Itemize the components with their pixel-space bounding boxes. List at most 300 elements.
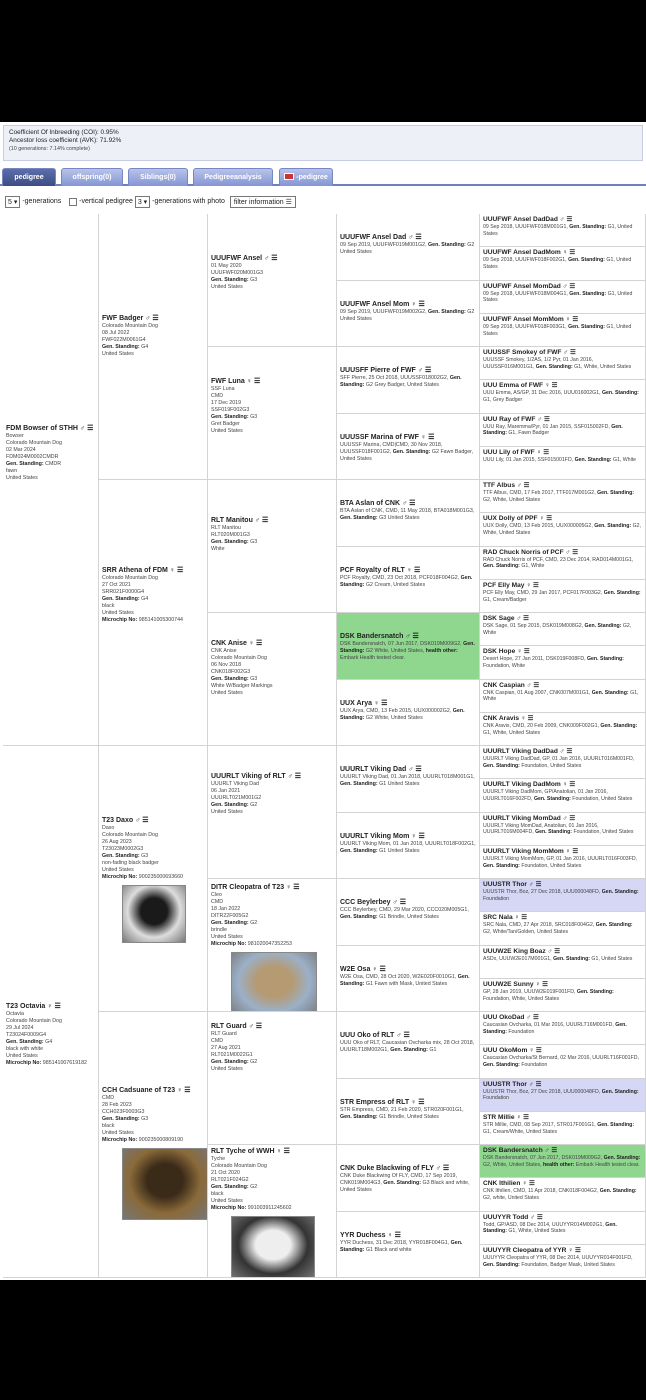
gen-standing-value: G1,	[612, 456, 622, 463]
dog-name-link[interactable]: UUUSTR Thor ♂ ☰	[483, 1080, 542, 1088]
dog-summary-tail: United States	[483, 257, 632, 271]
gen-standing-label: Gen. Standing:	[340, 1113, 378, 1120]
dog-name-link[interactable]: PCF Elly May ♀ ☰	[483, 581, 539, 589]
dog-name-link[interactable]: UUX Dolly of PPF ♀ ☰	[483, 515, 553, 523]
gen-standing-value: G4	[141, 344, 149, 350]
dog-summary	[483, 856, 642, 869]
dog-name-link[interactable]: PCF Royalty of RLT ♀ ☰	[340, 566, 421, 574]
gen-standing-label: Gen. Standing:	[211, 920, 249, 926]
dog-name-link[interactable]: CNK Ithilien ♀ ☰	[483, 1180, 535, 1188]
dog-info-line: 21 Oct 2020	[211, 1170, 240, 1176]
pedigree-cell-compact	[337, 879, 480, 946]
gen-standing-value: G4	[45, 1039, 53, 1045]
dog-info-line: Octavia	[6, 1011, 24, 1017]
tab-pedigree-label: pedigree	[14, 174, 44, 181]
dog-info-line: RLT Guard	[211, 1031, 237, 1037]
dog-name-link[interactable]: UUUFWF Ansel MomDad ♂ ☰	[483, 282, 576, 290]
pedigree-cell-compact	[480, 912, 646, 945]
dog-summary-text: Desert Hope, 27 Jan 2011, DSK019F008FD,	[483, 656, 586, 663]
dog-summary-tail: Badger Mask, United States	[550, 1261, 615, 1268]
gen-standing-value: G1,	[508, 430, 517, 437]
dog-summary	[483, 656, 642, 669]
dog-summary	[340, 1107, 476, 1121]
dog-summary-text: UUUSTR Thor, Boz, 27 Dec 2018, UUU000048FD,	[483, 1088, 601, 1095]
pedigree-cell-fwf_luna	[208, 347, 337, 480]
dog-summary-tail: white, United States	[492, 1195, 539, 1202]
gen-standing	[102, 596, 204, 603]
dog-info-line: United States	[211, 934, 243, 940]
tab-photo-pedigree[interactable]	[279, 168, 333, 186]
dog-info-line: black	[102, 1123, 115, 1129]
dog-name-link[interactable]: CCH Cadsuane of T23 ♀ ☰	[102, 1087, 191, 1094]
dog-name-link[interactable]: UUUYYR Cleopatra of YYR ♀ ☰	[483, 1246, 581, 1254]
coi-line: Coefficient Of Inbreeding (COI): 0.95%	[9, 129, 119, 136]
dog-info-line: CMD	[211, 899, 224, 905]
pedigree-cell-compact	[337, 1079, 480, 1146]
dog-summary	[483, 457, 642, 464]
dog-summary-tail: United States	[602, 829, 634, 836]
dog-summary	[483, 1222, 642, 1235]
gen-standing-label: Gen. Standing:	[591, 689, 629, 696]
dog-info-line: White W/Badger Markings	[211, 683, 273, 689]
dog-info-line: 27 Aug 2021	[211, 1045, 241, 1051]
gen-standing-value: G3	[141, 1116, 149, 1122]
tab-pedigree-analysis[interactable]	[193, 168, 273, 186]
dog-name-link[interactable]: UUU Ray of FWF ♂ ☰	[483, 415, 550, 423]
gen-standing-label: Gen. Standing:	[211, 1184, 249, 1190]
dog-info-line: 08 Jul 2022	[102, 330, 130, 336]
dog-name-link[interactable]: CNK Caspian ♂ ☰	[483, 681, 540, 689]
dog-summary-tail: United States	[601, 796, 633, 803]
pedigree-cell-compact	[480, 879, 646, 912]
dog-info-line: United States	[211, 284, 243, 290]
gen-standing-label: Gen. Standing:	[340, 707, 465, 721]
dog-info-line: SRR021F0000G4	[102, 589, 145, 595]
dog-info-line: Colorado Mountain Dog	[6, 1018, 62, 1024]
pedigree-cell-compact	[337, 281, 480, 348]
dog-name-link[interactable]: UUUSTR Thor ♂ ☰	[483, 881, 542, 888]
gen-standing	[211, 1059, 333, 1066]
dog-info-line: Colorado Mountain Dog	[102, 832, 158, 838]
pedigree-cell-fwf_badger	[99, 214, 208, 480]
dog-name-link[interactable]: UUUW2E Sunny ♀ ☰	[483, 980, 549, 988]
dog-name-link[interactable]: UUUFWF Ansel DadMom ♀ ☰	[483, 249, 576, 257]
pedigree-cell-compact	[480, 380, 646, 413]
dog-summary	[340, 442, 476, 463]
dog-info-line: non-fading black badger	[102, 860, 159, 866]
dog-info-line: United States	[102, 351, 134, 357]
gen-standing-value: G1	[379, 914, 387, 921]
dog-info-line: Colorado Mountain Dog	[102, 575, 158, 581]
dog-info-line: black	[102, 603, 115, 609]
dog-name-link[interactable]: UUUFWF Ansel Dad ♂ ☰	[340, 234, 422, 242]
coi-info-box	[3, 125, 643, 161]
tab-pedigree-analysis-label: Pedigreeanalysis	[204, 174, 262, 181]
dog-summary-text: BTA Aslan of CNK, CMD, 11 May 2018, BTA018M001G3,	[340, 508, 475, 515]
dog-info-line: United States	[6, 475, 38, 481]
dog-info-line: black	[211, 1191, 224, 1197]
dog-name-link[interactable]: DSK Bandersnatch ♂ ☰	[340, 633, 419, 641]
dog-name-link[interactable]: DITR Cleopatra of T23 ♀ ☰	[211, 884, 300, 891]
pedigree-cell-compact	[337, 613, 480, 680]
gen-standing-label: Gen. Standing:	[603, 589, 641, 596]
dog-name-link[interactable]: UUURLT Viking DadDad ♂ ☰	[483, 748, 573, 755]
dog-summary	[483, 723, 642, 736]
dog-summary	[483, 623, 642, 636]
dog-info-line: Colorado Mountain Dog	[6, 440, 62, 446]
dog-info-line: Tyche	[211, 1156, 226, 1162]
microchip-label: Microchip No:	[102, 617, 138, 623]
generations-select[interactable]: 5 ▾	[5, 196, 20, 208]
gen-standing-label: Gen. Standing:	[569, 224, 607, 231]
gen-standing-value: G2,	[483, 1195, 492, 1202]
gen-standing-label: Gen. Standing:	[553, 955, 590, 962]
dog-name-link[interactable]: UUX Arya ♀ ☰	[340, 699, 388, 707]
pedigree-cell-cnk_anise	[208, 613, 337, 746]
dog-summary-tail: Cream/White, United States	[492, 1128, 558, 1135]
dog-name-link[interactable]: UUURLT Viking of RLT ♂ ☰	[211, 773, 302, 780]
pedigree-cell-compact	[480, 1112, 646, 1145]
dog-summary-text: UUURLT Viking MomMom, GP, 01 Jan 2016, UUURLT016F003FD,	[483, 855, 638, 862]
dog-name-link[interactable]: UUUFWF Ansel MomMom ♀ ☰	[483, 315, 579, 323]
dog-name-link[interactable]: CCC Beylerbey ♂ ☰	[340, 899, 406, 907]
dog-info-line: UUUFWF020M001G3	[211, 270, 264, 276]
dog-summary	[483, 1022, 642, 1035]
pedigree-cell-compact	[480, 613, 646, 646]
pedigree-cell-compact	[480, 547, 646, 580]
gen-standing-value: Foundation,	[521, 1261, 549, 1268]
dog-summary-tail: United States	[387, 515, 420, 522]
dog-photo[interactable]	[122, 885, 186, 943]
dog-summary-text: SFF Pierre, 25 Oct 2018, UUUSSF018002G2,	[340, 375, 449, 382]
gen-standing-value: G2	[250, 1059, 258, 1065]
dog-summary-tail: Grey Badger, United States	[374, 382, 439, 389]
dog-summary-text: YYR Duchess, 31 Dec 2018, YYR018F004G1,	[340, 1239, 450, 1246]
gen-standing	[211, 539, 333, 546]
dog-summary-text: UUUYYR Cleopatra of YYR, 08 Dec 2014, UUUYYR014F001FD,	[483, 1254, 633, 1261]
gen-standing-value: Foundation	[521, 1062, 548, 1069]
dog-name-link[interactable]: UUUYYR Todd ♂ ☰	[483, 1213, 543, 1221]
dog-summary-text: PCF Elly May, CMD, 29 Jan 2017, PCF017F003G2,	[483, 589, 603, 596]
microchip-label: Microchip No:	[102, 1137, 138, 1143]
gen-standing-value: G1,	[606, 323, 615, 330]
dog-name-link[interactable]: RLT Tyche of WWH ♀ ☰	[211, 1148, 290, 1155]
dog-name-link[interactable]: UUUSFF Pierre of FWF ♂ ☰	[340, 367, 432, 375]
dog-summary	[483, 224, 642, 237]
dog-name-link[interactable]: FWF Badger ♂ ☰	[102, 315, 159, 322]
dog-info-line: 27 Oct 2021	[102, 582, 131, 588]
gen-standing-label: Gen. Standing:	[428, 242, 466, 249]
dog-photo[interactable]	[122, 1148, 208, 1220]
dog-name-link[interactable]: UUU Lily of FWF ♀ ☰	[483, 448, 550, 456]
dog-name-link[interactable]: W2E Osa ♀ ☰	[340, 965, 386, 973]
gen-standing-value: G2,	[622, 623, 632, 630]
dog-summary-text: DSK Bandersnatch, 07 Jun 2017, DSK019M009G2,	[483, 1155, 603, 1162]
dog-info-line: United States	[102, 1130, 134, 1136]
gen-standing-label: Gen. Standing:	[568, 257, 605, 264]
dog-summary-text: W2E Osa, CMD, 28 Oct 2020, W2E020F0010G1,	[340, 973, 457, 980]
gen-standing-label: Gen. Standing:	[600, 722, 638, 729]
pedigree-cell-compact	[337, 1145, 480, 1212]
gen-standing-value: CMDR	[45, 461, 62, 467]
gen-standing-label: Gen. Standing:	[533, 796, 571, 803]
dog-summary-text: UUURLT Viking DadMom, GP/Anatolian, 01 Jan 2016, UUURLT016F002FD,	[483, 789, 608, 803]
gen-standing-label: Gen. Standing:	[340, 375, 462, 389]
dog-photo[interactable]	[231, 952, 317, 1012]
gen-standing-value: G1,	[508, 1228, 517, 1235]
pedigree-cell-uuufwf_ansel	[208, 214, 337, 347]
dog-info-line: SSF019F002G3	[211, 407, 250, 413]
dog-summary-text: CNK Caspian, 01 Aug 2007, CNK007M001G1,	[483, 689, 591, 696]
pedigree-cell-compact	[480, 347, 646, 380]
dog-name-link[interactable]: DSK Sage ♂ ☰	[483, 615, 530, 622]
gen-standing-value: Foundation,	[483, 995, 511, 1002]
dog-name-link[interactable]: T23 Octavia ♀ ☰	[6, 1003, 61, 1010]
dog-name-link[interactable]: FWF Luna ♀ ☰	[211, 378, 261, 385]
dog-summary	[483, 324, 642, 337]
gen-standing	[211, 676, 333, 683]
dog-info-line: 06 Jan 2021	[211, 788, 241, 794]
microchip	[102, 874, 204, 881]
dog-summary-tail: United States	[601, 955, 633, 962]
dog-name-link[interactable]: FDM Bowser of STHH ♂ ☰	[6, 425, 94, 432]
gen-standing-label: Gen. Standing:	[6, 1039, 44, 1045]
dog-info-line: SSF Luna	[211, 386, 235, 392]
dog-summary-tail: United States	[340, 249, 372, 256]
dog-name-link[interactable]: UUUFWF Ansel ♂ ☰	[211, 255, 278, 262]
dog-summary-text: UUURLT Viking Mom, 01 Jan 2018, UUURLT018F002G1,	[340, 840, 476, 847]
dog-name-link[interactable]: UUU OkoDad ♂ ☰	[483, 1014, 539, 1021]
dog-info-line: black with white	[6, 1046, 44, 1052]
dog-summary-tail: White, United States,	[374, 648, 425, 655]
gen-standing	[6, 461, 95, 468]
gen-standing-label: Gen. Standing:	[601, 1088, 639, 1095]
dog-name-link[interactable]: UUUFWF Ansel DadDad ♂ ☰	[483, 216, 573, 223]
photo-generations-select[interactable]: 3 ▾	[135, 196, 150, 208]
gen-standing-label: Gen. Standing:	[211, 1059, 249, 1065]
dog-name-link[interactable]: RLT Guard ♂ ☰	[211, 1023, 263, 1030]
dog-info-line: RLT Manitou	[211, 525, 241, 531]
pedigree-cell-compact	[337, 547, 480, 614]
dog-info-line: UUURLT021M001G2	[211, 795, 262, 801]
pedigree-cell-uuurlt_viking	[208, 746, 337, 879]
dog-name-link[interactable]: UUURLT Viking MomMom ♀ ☰	[483, 847, 579, 855]
pedigree-cell-cch_cadsuane	[99, 1012, 208, 1278]
filter-information-button[interactable]	[230, 196, 296, 208]
dog-name-link[interactable]: UUURLT Viking Mom ♀ ☰	[340, 832, 425, 840]
dog-summary	[340, 1173, 476, 1194]
gen-standing-value: Foundation,	[483, 663, 511, 670]
pedigree-cell-compact	[480, 1145, 646, 1178]
dog-summary	[483, 390, 642, 403]
dog-summary-text: Todd, GP/ASD, 08 Dec 2014, UUUYYR014M002G1,	[483, 1221, 604, 1228]
dog-name-link[interactable]: RLT Manitou ♂ ☰	[211, 517, 269, 524]
gen-standing-value: G2	[467, 308, 475, 315]
dog-name-link[interactable]: RAD Chuck Norris of PCF ♂ ☰	[483, 548, 579, 556]
dog-info-line: RLT021M0022G1	[211, 1052, 253, 1058]
dog-name-link[interactable]: UUUFWF Ansel Mom ♀ ☰	[340, 300, 425, 308]
dog-info-line: United States	[211, 690, 243, 696]
dog-name-link[interactable]: BTA Aslan of CNK ♂ ☰	[340, 500, 416, 508]
gen-standing-label: Gen. Standing:	[584, 623, 622, 630]
gen-standing-label: Gen. Standing:	[211, 676, 249, 682]
gen-standing-label: Gen. Standing:	[340, 847, 378, 854]
dog-info-line: Colorado Mountain Dog	[211, 655, 267, 661]
dog-summary-tail: Grey Badger	[492, 397, 523, 404]
dog-summary-text: 09 Sep 2019, UUUFWF019M001G2,	[340, 242, 427, 249]
microchip	[6, 1060, 95, 1067]
pedigree-cell-compact	[480, 247, 646, 280]
generations-label: -generations	[22, 198, 62, 205]
gen-standing-value: G2	[365, 648, 373, 655]
gen-standing-label: Gen. Standing:	[483, 1261, 520, 1268]
pedigree-page	[0, 122, 646, 1280]
vertical-pedigree-checkbox[interactable]	[69, 198, 77, 206]
dog-summary-tail: White, United States	[492, 729, 541, 736]
gen-standing-value: Foundation	[483, 1095, 509, 1102]
dog-name-link[interactable]: UUU Emma of FWF ♀ ☰	[483, 382, 558, 390]
gen-standing-value: Foundation	[508, 1028, 535, 1035]
gen-standing-value: Foundation	[483, 895, 509, 902]
dog-summary-tail: Fawn Badger	[518, 430, 550, 437]
pedigree-cell-compact	[480, 513, 646, 546]
dog-summary-text: UUX Dolly, CMD, 13 Feb 2015, UUX000005G2,	[483, 523, 593, 530]
gen-standing-label: Gen. Standing:	[597, 1121, 635, 1128]
dog-info-line: CNK018F002G3	[211, 669, 251, 675]
dog-name-link[interactable]: STR Millie ♀ ☰	[483, 1113, 530, 1121]
pedigree-cell-compact	[480, 1045, 646, 1078]
gen-standing-value: G2,	[632, 523, 641, 530]
dog-summary	[483, 590, 642, 603]
tab-offspring-label: offspring(0)	[72, 174, 112, 181]
dog-name-link[interactable]: UUU OkoMom ♀ ☰	[483, 1047, 542, 1055]
microchip-label: Microchip No:	[211, 1205, 247, 1211]
gen-standing-value: G1,	[483, 729, 492, 736]
gen-standing-label: Gen. Standing:	[340, 641, 475, 655]
gen-standing-label: Gen. Standing:	[211, 414, 249, 420]
dog-name-link[interactable]: DSK Bandersnatch ♂ ☰	[483, 1147, 558, 1154]
gen-standing-label: Gen. Standing:	[211, 802, 249, 808]
dog-summary-tail: Brindle, United States	[387, 1113, 439, 1120]
gen-standing-value: G1,	[483, 1128, 492, 1135]
dog-summary-text: CNK Ithilien, CMD, 11 Apr 2018, CNK018F004G2,	[483, 1188, 599, 1195]
dog-summary-tail: White, United States	[511, 995, 560, 1002]
microchip	[211, 1205, 333, 1212]
dog-name-link[interactable]: CNK Duke Blackwing of FLY ♂ ☰	[340, 1165, 450, 1173]
dog-summary	[483, 257, 642, 270]
pedigree-cell-compact	[480, 447, 646, 480]
gen-standing-value: G3	[379, 515, 387, 522]
pedigree-cell-compact	[480, 1178, 646, 1211]
avk-line: Ancestor loss coefficient (AVK): 71.92%	[9, 137, 122, 144]
pedigree-cell-t23_daxo	[99, 746, 208, 1012]
dog-name-link[interactable]: CNK Anise ♀ ☰	[211, 640, 263, 647]
pedigree-cell-compact	[480, 580, 646, 613]
dog-name-link[interactable]: T23 Daxo ♂ ☰	[102, 817, 149, 824]
pedigree-cell-compact	[480, 281, 646, 314]
dog-summary-tail: United States	[387, 847, 420, 854]
dog-name-link[interactable]: STR Empress of RLT ♀ ☰	[340, 1098, 425, 1106]
dog-info-line: T23024F0009G4	[6, 1032, 47, 1038]
gen-standing-value: G1,	[483, 397, 492, 404]
microchip-label: Microchip No:	[6, 1060, 42, 1066]
dog-summary-tail: Cream, United States	[374, 581, 426, 588]
dog-name-link[interactable]: YYR Duchess ♀ ☰	[340, 1231, 401, 1239]
dog-name-link[interactable]: UUURLT Viking MomDad ♂ ☰	[483, 814, 576, 822]
gen-standing-label: Gen. Standing:	[535, 363, 573, 370]
gen-standing-label: Gen. Standing:	[340, 574, 473, 588]
dog-summary	[483, 756, 642, 769]
dog-summary-text: RAD Chuck Norris of PCF, CMD, 23 Dec 2014, RAD014M001G1,	[483, 556, 634, 563]
dog-name-link[interactable]: UUURLT Viking Dad ♂ ☰	[340, 766, 422, 774]
tab-offspring[interactable]	[61, 168, 123, 186]
dog-summary-text: TTF Albus, CMD, 17 Feb 2017, TTF017M001G2,	[483, 490, 596, 497]
tab-siblings[interactable]	[128, 168, 188, 186]
pedigree-cell-compact	[337, 813, 480, 880]
gen-standing-value: Foundation,	[572, 796, 600, 803]
dog-name-link[interactable]: UUU Oko of RLT ♂ ☰	[340, 1032, 410, 1040]
gen-standing-value: G3	[250, 277, 258, 283]
pedigree-cell-compact	[480, 1245, 646, 1278]
tab-pedigree[interactable]	[2, 168, 56, 186]
dog-name-link[interactable]: UUUW2E King Boaz ♂ ☰	[483, 947, 561, 955]
filter-information-label: filter information ☰	[233, 199, 292, 206]
gen-standing-label: Gen. Standing:	[483, 862, 520, 869]
dog-summary	[340, 841, 476, 855]
dog-summary	[483, 557, 642, 570]
dog-info-line: United States	[102, 867, 134, 873]
pedigree-cell-compact	[337, 480, 480, 547]
dog-summary-tail: United States	[387, 781, 420, 788]
dog-name-link[interactable]: SRR Athena of FDM ♀ ☰	[102, 567, 184, 574]
gen-standing-value: G2,	[483, 929, 492, 936]
gen-standing-label: Gen. Standing:	[576, 988, 614, 995]
dog-photo[interactable]	[231, 1216, 315, 1278]
dog-summary-text: PCF Royalty, CMD, 23 Oct 2018, PCF018F004G2,	[340, 574, 460, 581]
dog-summary-text: CNK Duke Blackwing Of FLY, CMD, 17 Sep 2019, CNK019M004G3,	[340, 1173, 457, 1187]
gen-standing	[211, 1184, 333, 1191]
dog-name-link[interactable]: UUUSSF Smokey of FWF ♂ ☰	[483, 349, 576, 356]
gen-standing-label: Gen. Standing:	[102, 596, 140, 602]
dog-summary-tail: White, United States	[374, 714, 423, 721]
dog-summary	[483, 1122, 642, 1135]
dog-name-link[interactable]: UUUSSF Marina of FWF ♀ ☰	[340, 433, 435, 441]
dog-summary-text: UUX Arya, CMD, 13 Feb 2015, UUX000002G2,	[340, 707, 452, 714]
dog-name-link[interactable]: UUURLT Viking DadMom ♀ ☰	[483, 781, 576, 789]
dog-summary-tail: Cream/Badger	[492, 596, 527, 603]
pedigree-cell-compact	[480, 1212, 646, 1245]
dog-info-line: Colorado Mountain Dog	[102, 323, 158, 329]
dog-info-line: Colorado Mountain Dog	[211, 1163, 267, 1169]
dog-name-link[interactable]: SRC Nala ♀ ☰	[483, 914, 528, 922]
dog-info-line: brindle	[211, 927, 227, 933]
dog-summary-text: 09 Sep 2019, UUUFWF019M002G2,	[340, 308, 427, 315]
gen-standing	[102, 853, 204, 860]
dog-info-line: 01 May 2020	[211, 263, 242, 269]
gen-standing-value: G3	[422, 1180, 430, 1187]
dog-name-link[interactable]: CNK Aravis ♀ ☰	[483, 714, 534, 722]
pedigree-cell-rlt_tyche	[208, 1145, 337, 1278]
dog-summary	[340, 508, 476, 522]
dog-summary	[483, 1188, 642, 1201]
gen-standing-value: G1	[365, 1246, 373, 1253]
photo-pedigree-icon	[284, 173, 294, 180]
dog-summary-text: 09 Sep 2018, UUUFWF018M004G1,	[483, 290, 568, 297]
dog-name-link[interactable]: DSK Hope ♀ ☰	[483, 648, 530, 656]
microchip-label: Microchip No:	[102, 874, 138, 880]
dog-name-link[interactable]: TTF Albus ♂ ☰	[483, 482, 530, 489]
dog-summary-text: Caucasian Ovcharka, 01 Mar 2016, UUURLT16M001FD,	[483, 1022, 614, 1029]
